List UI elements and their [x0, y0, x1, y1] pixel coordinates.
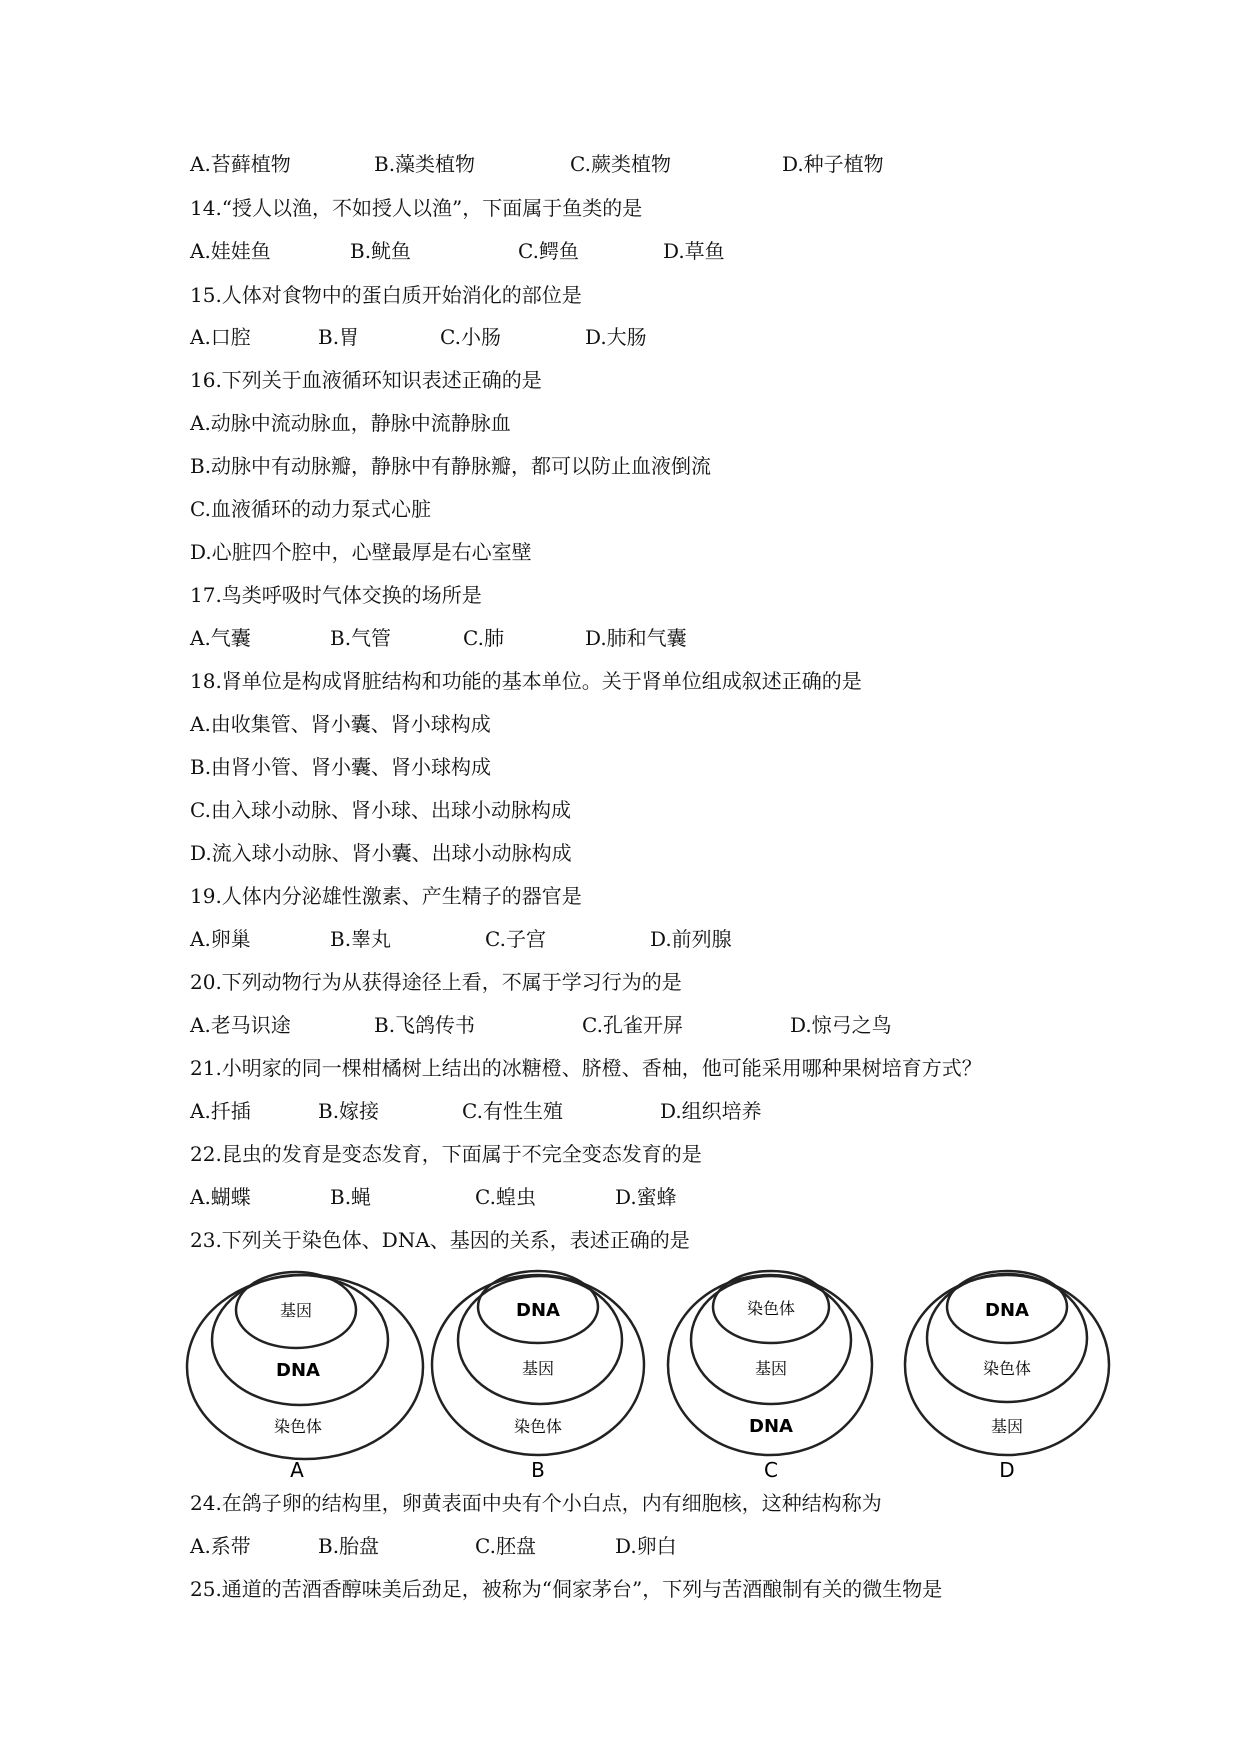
- diagram-b-letter: B: [531, 1458, 545, 1482]
- diagram-d: [905, 1271, 1109, 1482]
- q22-option-d: D.蜜蜂: [615, 1185, 677, 1209]
- q19-option-c: C.子宫: [485, 927, 546, 951]
- diagram-d-outer: 基因: [990, 1417, 1024, 1436]
- q16-option-a: A.动脉中流动脉血，静脉中流静脉血: [190, 411, 511, 435]
- q20-option-a: A.老马识途: [190, 1013, 291, 1037]
- diagram-c: [668, 1271, 872, 1482]
- q19-option-b: B.睾丸: [330, 927, 392, 951]
- q25-stem: 25.通道的苦酒香醇味美后劲足，被称为“侗家茅台”，下列与苦酒酿制有关的微生物是: [190, 1577, 943, 1601]
- q14-stem: 14.“授人以渔，不如授人以渔”，下面属于鱼类的是: [190, 196, 643, 220]
- q13-option-a: A.苔藓植物: [190, 152, 291, 176]
- diagram-b-inner: DNA: [516, 1300, 560, 1321]
- q15-option-d: D.大肠: [585, 325, 647, 349]
- q17-stem: 17.鸟类呼吸时气体交换的场所是: [190, 583, 482, 607]
- diagram-d-inner: DNA: [985, 1300, 1029, 1321]
- q18-option-b: B.由肾小管、肾小囊、肾小球构成: [190, 755, 492, 779]
- diagram-a-outer: 染色体: [273, 1417, 323, 1436]
- q16-option-b: B.动脉中有动脉瓣，静脉中有静脉瓣，都可以防止血液倒流: [190, 454, 712, 478]
- q21-option-b: B.嫁接: [318, 1099, 380, 1123]
- q22-option-c: C.蝗虫: [475, 1185, 536, 1209]
- q21-option-a: A.扦插: [190, 1099, 251, 1123]
- q14-option-d: D.草鱼: [663, 239, 725, 263]
- q22-option-a: A.蝴蝶: [190, 1185, 251, 1209]
- q15-option-a: A.口腔: [190, 325, 251, 349]
- q24-stem: 24.在鸽子卵的结构里，卵黄表面中央有个小白点，内有细胞核，这种结构称为: [190, 1491, 882, 1515]
- q21-option-d: D.组织培养: [660, 1099, 762, 1123]
- q15-option-b: B.胃: [318, 325, 360, 349]
- q23-stem: 23.下列关于染色体、DNA、基因的关系，表述正确的是: [190, 1228, 690, 1252]
- q24-option-c: C.胚盘: [475, 1534, 536, 1558]
- q20-option-b: B.飞鸽传书: [374, 1013, 476, 1037]
- diagram-c-outer: DNA: [749, 1416, 793, 1437]
- diagram-c-inner: 染色体: [746, 1299, 796, 1318]
- q16-option-c: C.血液循环的动力泵式心脏: [190, 497, 431, 521]
- q19-option-d: D.前列腺: [650, 927, 732, 951]
- q17-option-c: C.肺: [463, 626, 504, 650]
- q21-stem: 21.小明家的同一棵柑橘树上结出的冰糖橙、脐橙、香柚，他可能采用哪种果树培育方式？: [190, 1056, 982, 1080]
- diagram-a: [187, 1272, 423, 1482]
- q13-option-b: B.藻类植物: [374, 152, 476, 176]
- q24-option-d: D.卵白: [615, 1534, 677, 1558]
- q19-option-a: A.卵巢: [190, 927, 251, 951]
- q20-option-c: C.孔雀开屏: [582, 1013, 683, 1037]
- q22-stem: 22.昆虫的发育是变态发育，下面属于不完全变态发育的是: [190, 1142, 702, 1166]
- q18-option-a: A.由收集管、肾小囊、肾小球构成: [190, 712, 491, 736]
- diagram-b: [432, 1271, 644, 1482]
- q14-option-b: B.鱿鱼: [350, 239, 412, 263]
- q18-option-d: D.流入球小动脉、肾小囊、出球小动脉构成: [190, 841, 572, 865]
- q14-option-c: C.鳄鱼: [518, 239, 579, 263]
- q18-stem: 18.肾单位是构成肾脏结构和功能的基本单位。关于肾单位组成叙述正确的是: [190, 669, 862, 693]
- q21-option-c: C.有性生殖: [462, 1099, 563, 1123]
- q15-option-c: C.小肠: [440, 325, 501, 349]
- diagram-a-letter: A: [290, 1458, 304, 1482]
- q16-stem: 16.下列关于血液循环知识表述正确的是: [190, 368, 542, 392]
- q19-stem: 19.人体内分泌雄性激素、产生精子的器官是: [190, 884, 582, 908]
- q14-option-a: A.娃娃鱼: [190, 239, 271, 263]
- diagram-c-middle: 基因: [754, 1359, 788, 1378]
- q15-stem: 15.人体对食物中的蛋白质开始消化的部位是: [190, 283, 582, 307]
- q13-option-c: C.蕨类植物: [570, 152, 671, 176]
- diagram-a-middle: DNA: [276, 1360, 320, 1381]
- q20-option-d: D.惊弓之鸟: [790, 1013, 892, 1037]
- diagram-a-inner: 基因: [279, 1301, 313, 1320]
- q13-option-d: D.种子植物: [782, 152, 884, 176]
- diagram-d-middle: 染色体: [982, 1359, 1032, 1378]
- q23-diagrams: [185, 1262, 1145, 1482]
- q17-option-d: D.肺和气囊: [585, 626, 687, 650]
- q17-option-a: A.气囊: [190, 626, 251, 650]
- q22-option-b: B.蝇: [330, 1185, 372, 1209]
- diagram-c-letter: C: [764, 1458, 778, 1482]
- diagram-b-outer: 染色体: [513, 1417, 563, 1436]
- q17-option-b: B.气管: [330, 626, 392, 650]
- diagram-d-letter: D: [999, 1458, 1015, 1482]
- q20-stem: 20.下列动物行为从获得途径上看，不属于学习行为的是: [190, 970, 682, 994]
- q24-option-b: B.胎盘: [318, 1534, 380, 1558]
- q16-option-d: D.心脏四个腔中，心壁最厚是右心室壁: [190, 540, 532, 564]
- q18-option-c: C.由入球小动脉、肾小球、出球小动脉构成: [190, 798, 571, 822]
- diagram-b-middle: 基因: [521, 1359, 555, 1378]
- q24-option-a: A.系带: [190, 1534, 251, 1558]
